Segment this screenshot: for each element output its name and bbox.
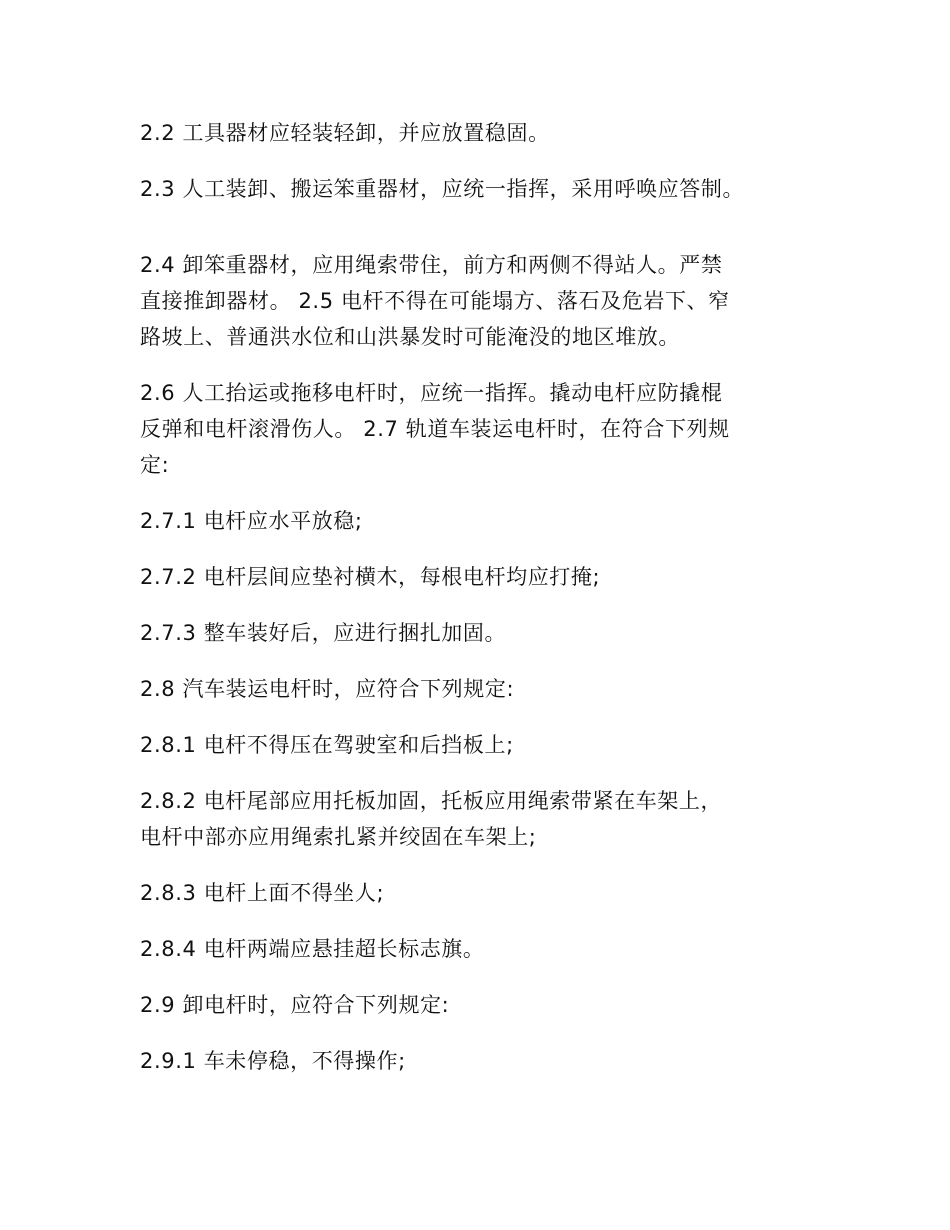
paragraph-2-2 <box>140 115 810 151</box>
paragraph-2-8 <box>140 671 810 707</box>
text-line: 2.9.1 车未停稳，不得操作; <box>140 1049 406 1073</box>
text-line: 2.8.3 电杆上面不得坐人; <box>140 881 385 905</box>
text-line: 2.8 汽车装运电杆时，应符合下列规定: <box>140 677 515 701</box>
paragraph-2-7-1 <box>140 503 810 539</box>
paragraph-2-8-2 <box>140 783 810 855</box>
text-line: 2.7.1 电杆应水平放稳; <box>140 509 363 533</box>
paragraph-2-8-1 <box>140 727 810 763</box>
paragraph-2-3 <box>140 171 810 207</box>
text-line: 反弹和电杆滚滑伤人。 2.7 轨道车装运电杆时，在符合下列规 <box>140 417 730 441</box>
paragraph-2-4 <box>140 247 810 355</box>
paragraph-2-8-3 <box>140 875 810 911</box>
text-line: 直接推卸器材。 2.5 电杆不得在可能塌方、落石及危岩下、窄 <box>140 289 730 313</box>
text-line: 2.6 人工抬运或拖移电杆时，应统一指挥。撬动电杆应防撬棍 <box>140 381 723 405</box>
paragraph-2-6 <box>140 375 810 483</box>
paragraph-2-7-2 <box>140 559 810 595</box>
paragraph-2-9 <box>140 987 810 1023</box>
text-line: 2.7.2 电杆层间应垫衬横木，每根电杆均应打掩; <box>140 565 601 589</box>
paragraph-2-8-4 <box>140 931 810 967</box>
text-line: 电杆中部亦应用绳索扎紧并绞固在车架上; <box>140 825 537 849</box>
text-line: 2.4 卸笨重器材，应用绳索带住，前方和两侧不得站人。严禁 <box>140 253 723 277</box>
text-line: 2.9 卸电杆时，应符合下列规定: <box>140 993 450 1017</box>
text-line: 2.7.3 整车装好后，应进行捆扎加固。 <box>140 621 507 645</box>
text-line: 2.3 人工装卸、搬运笨重器材，应统一指挥，采用呼唤应答制。 <box>140 177 745 201</box>
text-line: 路坡上、普通洪水位和山洪暴发时可能淹没的地区堆放。 <box>140 325 680 349</box>
paragraph-2-7-3 <box>140 615 810 651</box>
paragraph-2-9-1 <box>140 1043 810 1079</box>
text-line: 2.2 工具器材应轻装轻卸，并应放置稳固。 <box>140 121 550 145</box>
text-line: 定: <box>140 453 170 477</box>
text-line: 2.8.1 电杆不得压在驾驶室和后挡板上; <box>140 733 514 757</box>
document-body <box>140 115 810 1099</box>
text-line: 2.8.4 电杆两端应悬挂超长标志旗。 <box>140 937 485 961</box>
text-line: 2.8.2 电杆尾部应用托板加固，托板应用绳索带紧在车架上， <box>140 789 723 813</box>
